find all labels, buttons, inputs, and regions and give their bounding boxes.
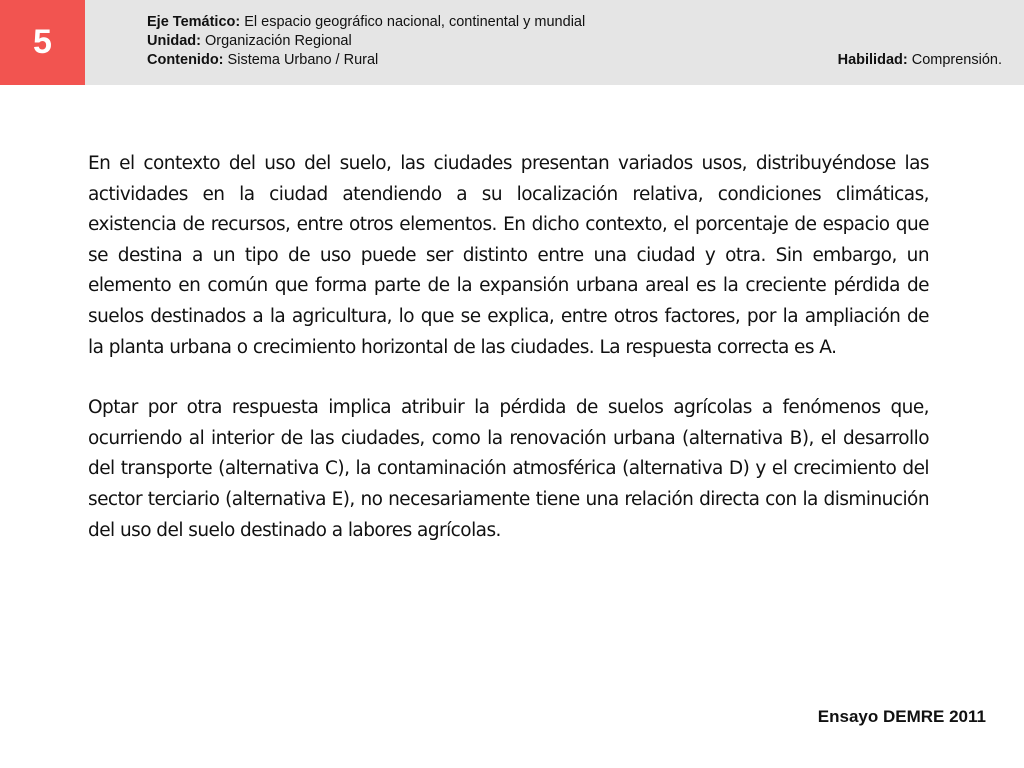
habilidad-row [838,51,1002,70]
eje-tematico-row [147,13,585,32]
habilidad-value: Comprensión. [911,52,1002,68]
header-meta [147,13,585,70]
eje-value: El espacio geográfico nacional, continental y mundial [244,14,586,30]
unidad-value: Organización Regional [205,33,352,49]
contenido-label: Contenido: [147,52,224,68]
source-footer: Ensayo DEMRE 2011 [817,707,986,726]
unidad-label: Unidad: [147,33,201,49]
eje-label: Eje Temático: [147,14,241,30]
contenido-value: Sistema Urbano / Rural [227,52,379,68]
question-number-badge: 5 [0,0,85,85]
unidad-row [147,32,585,51]
habilidad-label: Habilidad: [837,52,908,68]
explanation-paragraph-2: Optar por otra respuesta implica atribuir la pérdida de suelos agrícolas a fenómenos que, ocurriendo al interior de las ciudades, como la renovación urbana (alternativa B), el desarrollo del transporte (alternativa C), la contaminación atmosférica (alternativa D) y el crecimiento del sector terciario (alternativa E), no necesariamente tiene una relación directa con la disminución del uso del suelo destinado a labores agrícolas. [88,397,929,541]
explanation-text [88,149,929,576]
contenido-row [147,51,585,70]
explanation-paragraph-1: En el contexto del uso del suelo, las ciudades presentan variados usos, distribuyéndose las actividades en la ciudad atendiendo a su localización relativa, condiciones climáticas, existencia de recursos, entre otros elementos. En dicho contexto, el porcentaje de espacio que se destina a un tipo de uso puede ser distinto entre una ciudad y otra. Sin embargo, un elemento en común que forma parte de la expansión urbana areal es la creciente pérdida de suelos destinados a la agricultura, lo que se explica, entre otros factores, por la ampliación de la planta urbana o crecimiento horizontal de las ciudades. La respuesta correcta es A. [88,153,929,358]
